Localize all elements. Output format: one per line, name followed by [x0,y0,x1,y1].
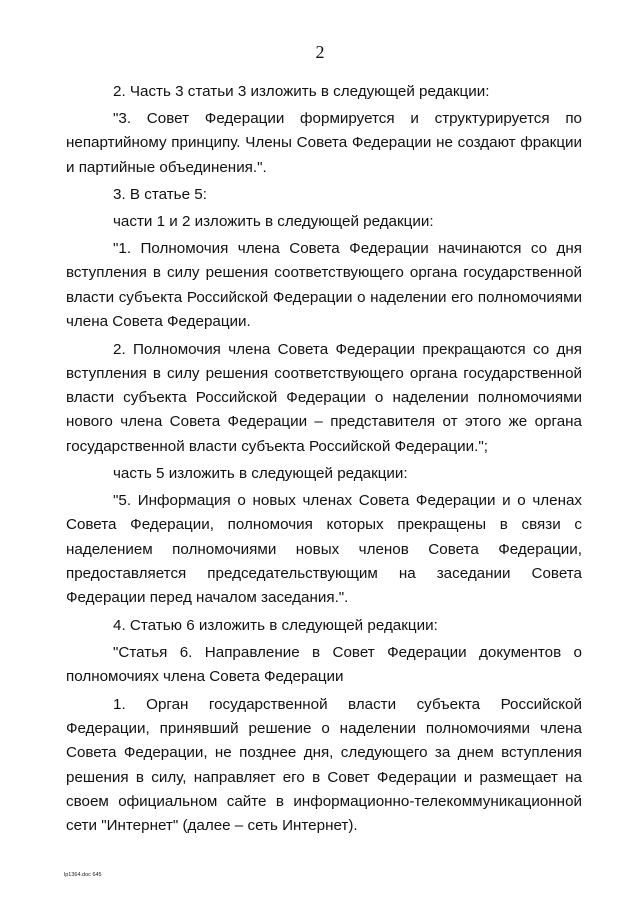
paragraph-part-5-intro: часть 5 изложить в следующей редакции: [113,464,408,482]
document-body [66,80,582,839]
paragraph-parts-1-2-intro: части 1 и 2 изложить в следующей редакции: [113,212,434,230]
paragraph-amendment-4: 4. Статью 6 изложить в следующей редакции: [113,616,438,634]
paragraph-part-2-text: 2. Полномочия члена Совета Федерации прекращаются со дня вступления в силу решения соответствующего органа государственной власти субъекта Российской Федерации о наделении полномочиями нового члена Совета Федерации – представителя от этого же органа государственной власти субъекта Российской Федерации."; [66,340,582,455]
paragraph-amendment-2: 2. Часть 3 статьи 3 изложить в следующей редакции: [113,83,490,100]
paragraph-article-6-heading: "Статья 6. Направление в Совет Федерации документов о полномочиях члена Совета Федерации [66,643,582,686]
paragraph-article-3-text: "3. Совет Федерации формируется и структурируется по непартийному принципу. Члены Совета Федерации не создают фракции и партийные объединения.". [66,110,582,176]
paragraph-amendment-3: 3. В статье 5: [113,185,207,203]
paragraph-article-6-part-1: 1. Орган государственной власти субъекта Российской Федерации, принявший решение о наделении полномочиями члена Совета Федерации, не позднее дня, следующего за днем вступления решения в силу, направляет его в Совет Федерации и размещает на своем официальном сайте в информационно-телекоммуникационной сети "Интернет" (далее – сеть Интернет). [66,695,582,835]
paragraph-part-1-text: "1. Полномочия члена Совета Федерации начинаются со дня вступления в силу решения соответствующего органа государственной власти субъекта Российской Федерации о наделении его полномочиями члена Совета Федерации. [66,239,582,330]
page-number: 2 [315,42,325,62]
paragraph-part-5-text: "5. Информация о новых членах Совета Федерации и о членах Совета Федерации, полномочия которых прекращены в связи с наделением полномочиями новых членов Совета Федерации, предоставляется председательствующим на заседании Совета Федерации перед началом заседания.". [66,491,582,607]
file-code-footer: lp1364.doc 645 [64,872,102,878]
